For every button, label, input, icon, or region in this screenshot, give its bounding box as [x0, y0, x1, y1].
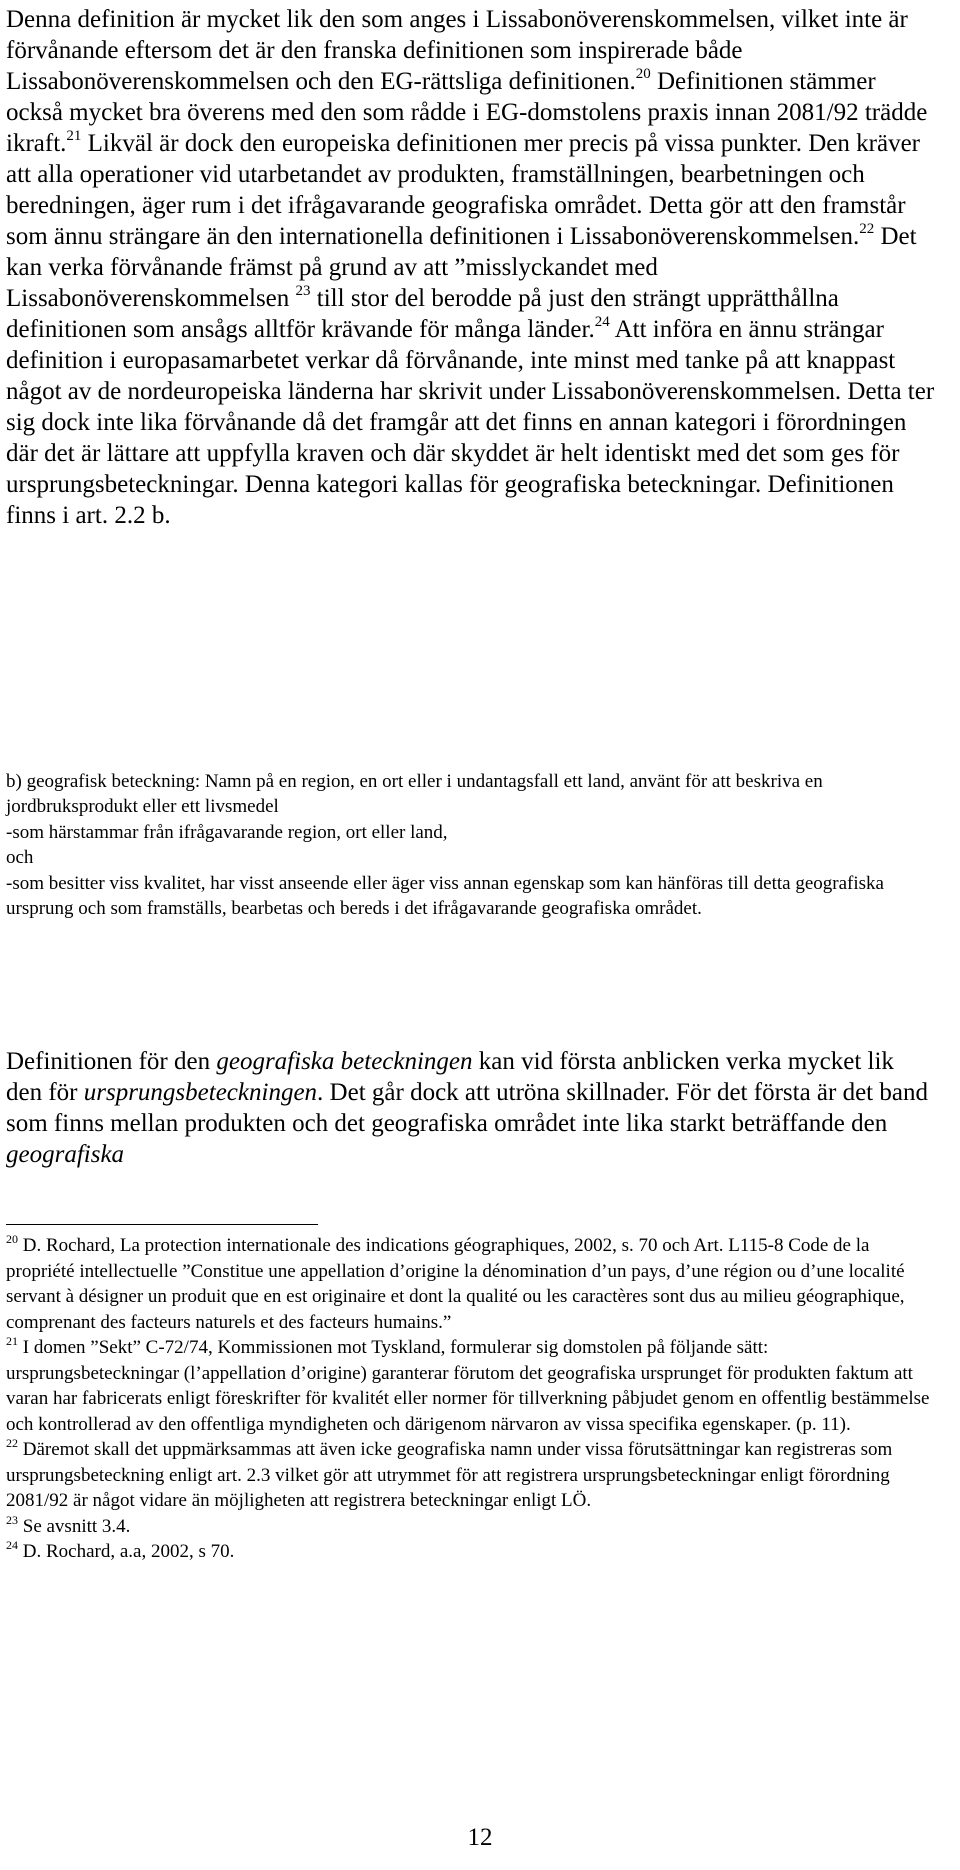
footnote-text: Se avsnitt 3.4. [18, 1515, 131, 1537]
footnote-number: 21 [6, 1334, 18, 1348]
footnote-text: Däremot skall det uppmärksammas att även icke geografiska namn under vissa förutsättningar kan registreras som ursprungsbeteckning enligt art. 2.3 vilket gör att utrymmet för att registrera ursprungsbeteckningar enligt förordning 2081/92 är något vidare än möjligheten att registrera beteckningar enligt LÖ. [6, 1439, 893, 1511]
footnote-ref-21[interactable]: 21 [66, 128, 82, 144]
definition-line: b) geografisk beteckning: Namn på en region, en ort eller i undantagsfall ett land, använt för att beskriva en jordbruksprodukt eller ett livsmedel [6, 771, 823, 818]
definition-line: och [6, 847, 34, 869]
definition-line: -som härstammar från ifrågavarande region, ort eller land, [6, 821, 448, 843]
footnote-20 [6, 1233, 936, 1335]
footnote-text: D. Rochard, La protection internationale des indications géographiques, 2002, s. 70 och Art. L115-8 Code de la propriété intellectuelle ”Constitue une appellation d’origine la dénomination d’un pays, d’une région ou d’une localité servant à désigner un produit que en est originaire et dont la qualité ou les caractères sont dus au milieu géographique, comprenant des facteurs naturels et des facteurs humains.” [6, 1235, 905, 1333]
footnote-23 [6, 1514, 936, 1540]
body-paragraph-second [6, 1046, 936, 1170]
definition-line: -som besitter viss kvalitet, har visst anseende eller äger viss annan egenskap som kan hänföras till detta geografiska ursprung och som framställs, bearbetas och bereds i det ifrågavarande geografiska området. [6, 872, 884, 920]
footnote-ref-22[interactable]: 22 [859, 221, 875, 237]
text-run: Det kan verka förvånande främst på grund av att ”misslyckandet med Lissabonöverenskommelsen [6, 223, 917, 312]
footnotes-section [6, 1233, 936, 1565]
body-paragraph-main [6, 4, 936, 531]
italic-term: geografiska [6, 1141, 125, 1168]
footnote-separator [6, 1224, 318, 1225]
footnote-22 [6, 1437, 936, 1514]
footnote-number: 23 [6, 1512, 18, 1527]
definition-quote [6, 769, 936, 921]
text-run: Denna definition är mycket lik den som anges i Lissabonöverenskommelsen, vilket inte är förvånande eftersom det är den franska definitionen som inspirerade både Lissabonöverenskommelsen och den EG-rättsliga definitionen. [6, 6, 908, 95]
text-run: . Det går dock att utröna skillnader. För det första är det band som finns mellan produkten och det geografiska området inte lika starkt beträffande den [6, 1079, 928, 1137]
page-number: 12 [467, 1824, 493, 1851]
footnote-21 [6, 1335, 936, 1437]
italic-term: geografiska beteckningen [216, 1048, 473, 1075]
footnote-ref-23[interactable]: 23 [295, 283, 311, 299]
text-run: Definitionen för den [6, 1048, 217, 1075]
footnote-text: I domen ”Sekt” C-72/74, Kommissionen mot Tyskland, formulerar sig domstolen på följande sätt: ursprungsbeteckningar (l’appellation d’origine) garanterar förutom det geografiska ursprunget för produkten faktum att varan har fabricerats enligt föreskrifter för kvalitét eller normer för tillverkning påbjudet genom en offentlig bestämmelse och kontrollerad av den offentliga myndigheten och därigenom närvaron av vissa specifika egenskaper. (p. 11). [6, 1337, 930, 1435]
italic-term: ursprungsbeteckningen [83, 1079, 318, 1106]
text-run: Likväl är dock den europeiska definitionen mer precis på vissa punkter. Den kräver att alla operationer vid utarbetandet av produkten, framställningen, bearbetningen och beredningen, äger rum i det ifrågavarande geografiska området. Detta gör att den framstår som ännu strängare än den internationella definitionen i Lissabonöverenskommelsen. [6, 130, 920, 250]
footnote-number: 22 [6, 1436, 18, 1450]
footnote-text: D. Rochard, a.a, 2002, s 70. [18, 1541, 235, 1562]
footnote-number: 20 [6, 1232, 18, 1246]
footnote-24 [6, 1539, 936, 1565]
text-run: Definitionen stämmer också mycket bra överens med den som rådde i EG-domstolens praxis innan 2081/92 trädde ikraft. [6, 68, 928, 157]
text-run: Att införa en ännu strängar definition i europasamarbetet verkar då förvånande, inte minst med tanke på att knappast något av de nordeuropeiska länderna har skrivit under Lissabonöverenskommelsen. Detta ter sig dock inte lika förvånande då det framgår att det finns en annan kategori i förordningen där det är lättare att uppfylla kraven och där skyddet är helt identiskt med det som ges för ursprungsbeteckningar. Denna kategori kallas för geografiska beteckningar. Definitionen finns i art. 2.2 b. [6, 316, 935, 529]
footnote-number: 24 [6, 1538, 18, 1552]
footnote-ref-20[interactable]: 20 [635, 66, 651, 82]
text-run: kan vid första anblicken verka mycket lik den för [6, 1048, 894, 1106]
footnote-ref-24[interactable]: 24 [594, 314, 610, 330]
text-run: till stor del berodde på just den strängt upprätthållna definitionen som ansågs alltför krävande för många länder. [6, 285, 839, 343]
